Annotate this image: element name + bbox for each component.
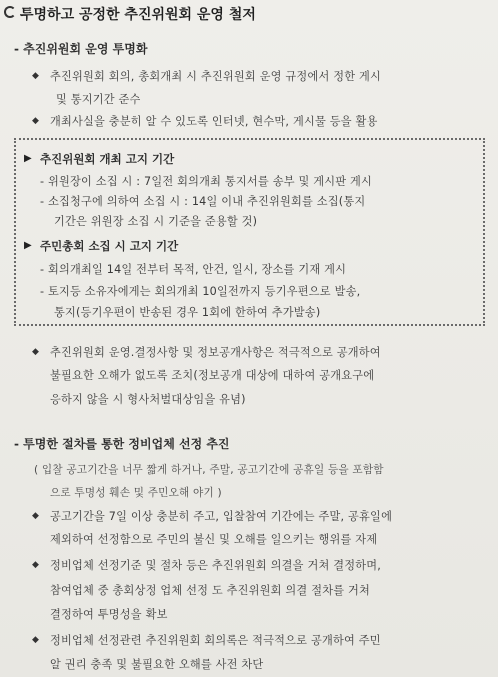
section2-bullet3-line1: 정비업체 선정관련 추진위원회 회의록은 적극적으로 공개하여 주민	[50, 634, 381, 647]
diamond-bullet-icon: ◆	[32, 116, 39, 126]
box-item-4: - 회의개최일 14일 전부터 목적, 안건, 일시, 장소를 기재 게시	[40, 263, 347, 276]
section1-bullet3-line3: 응하지 않을 시 형사처벌대상임을 유념)	[50, 393, 246, 406]
box-item-2: - 소집청구에 의하여 소집 시 : 14일 이내 추진위원회를 소집(통지	[40, 195, 366, 208]
section1-bullet3-line1: 추진위원회 운영.결정사항 및 정보공개사항은 적극적으로 공개하여	[50, 346, 381, 359]
triangle-bullet-icon: ▶	[24, 240, 32, 251]
section2-bullet2-line2: 참여업체 중 총회상정 업체 선정 도 추진위원회 의결 절차를 거쳐	[50, 584, 370, 597]
diamond-bullet-icon: ◆	[32, 560, 39, 570]
diamond-bullet-icon: ◆	[32, 71, 39, 81]
section2-heading: - 투명한 절차를 통한 정비업체 선정 추진	[14, 437, 230, 451]
section1-bullet1-line2: 및 통지기간 준수	[56, 93, 141, 106]
circle-bullet-icon	[4, 6, 16, 18]
document-title-row	[4, 4, 256, 24]
section2-note-line1: ( 입찰 공고기간을 너무 짧게 하거나, 주말, 공고기간에 공휴일 등을 포함함	[34, 464, 384, 476]
diamond-bullet-icon: ◆	[32, 511, 39, 521]
section2-bullet1-line2: 제외하여 선정함으로 주민의 불신 및 오해를 일으키는 행위를 자제	[50, 533, 378, 546]
diamond-bullet-icon: ◆	[32, 635, 39, 645]
diamond-bullet-icon: ◆	[32, 347, 39, 357]
section1-bullet2-line1: 개최사실을 충분히 알 수 있도록 인터넷, 현수막, 게시물 등을 활용	[50, 115, 378, 128]
document-title: 투명하고 공정한 추진위원회 운영 철저	[20, 7, 256, 23]
section2-bullet1-line1: 공고기간을 7일 이상 충분히 주고, 입찰참여 기간에는 주말, 공휴일에	[50, 510, 393, 523]
section1-bullet3-line2: 불필요한 오해가 없도록 조치(정보공개 대상에 대하여 공개요구에	[50, 369, 375, 382]
section2-bullet2-line1: 정비업체 선정기준 및 절차 등은 추진위원회 의결을 거쳐 결정하며,	[50, 559, 381, 572]
section2-note-line2: 으로 투명성 훼손 및 주민오해 야기 )	[50, 487, 222, 499]
section1-heading: - 추진위원회 운영 투명화	[14, 42, 148, 56]
box-item-3: 기간은 위원장 소집 시 기준을 준용할 것)	[54, 215, 258, 228]
box-item-6: 통지(등기우편이 반송된 경우 1회에 한하여 추가발송)	[54, 306, 321, 319]
box-heading-general-meeting: 주민총회 소집 시 고지 기간	[40, 239, 179, 253]
section2-bullet2-line3: 결정하여 투명성을 확보	[50, 608, 168, 621]
box-item-1: - 위원장이 소집 시 : 7일전 회의개최 통지서를 송부 및 게시판 게시	[40, 175, 373, 188]
box-heading-committee: 추진위원회 개최 고지 기간	[40, 152, 175, 166]
section1-bullet1-line1: 추진위원회 회의, 총회개최 시 추진위원회 운영 규정에서 정한 게시	[50, 70, 381, 83]
section2-bullet3-line2: 알 권리 충족 및 불필요한 오해를 사전 차단	[50, 658, 264, 671]
triangle-bullet-icon: ▶	[24, 153, 32, 164]
box-item-5: - 토지등 소유자에게는 회의개최 10일전까지 등기우편으로 발송,	[40, 285, 361, 298]
